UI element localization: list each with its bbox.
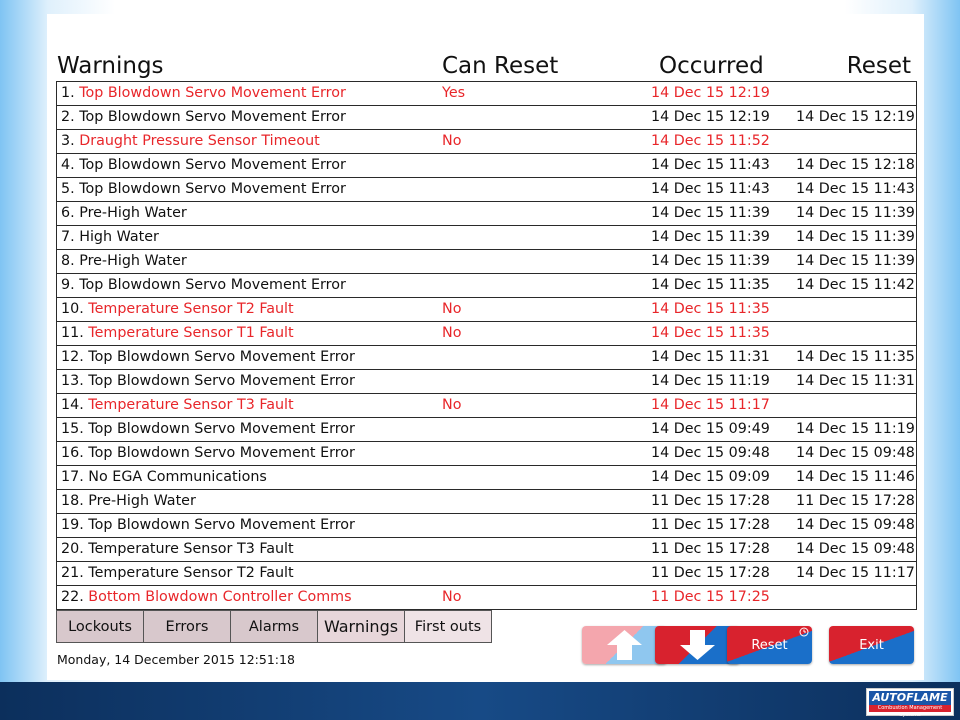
reset-cell: 14 Dec 15 11:43 [796,181,915,197]
occurred-cell: 14 Dec 15 11:52 [651,133,770,149]
occurred-cell: 14 Dec 15 11:19 [651,373,770,389]
warning-cell [61,274,346,297]
warning-name: Temperature Sensor T3 Fault [88,397,294,413]
row-number: 20. [61,541,84,557]
reset-cell: 14 Dec 15 12:19 [796,109,915,125]
warning-name: Top Blowdown Servo Movement Error [79,85,346,101]
row-number: 14. [61,397,84,413]
warning-name: Top Blowdown Servo Movement Error [79,181,346,197]
reset-cell: 14 Dec 15 11:42 [796,277,915,293]
row-number: 8. [61,253,75,269]
row-number: 21. [61,565,84,581]
warning-name: Top Blowdown Servo Movement Error [88,445,355,461]
table-row[interactable] [56,321,917,346]
warning-cell [61,418,355,441]
occurred-cell: 14 Dec 15 09:49 [651,421,770,437]
warning-name: Top Blowdown Servo Movement Error [79,157,346,173]
warning-cell [61,490,196,513]
row-number: 5. [61,181,75,197]
occurred-cell: 14 Dec 15 11:35 [651,325,770,341]
table-row[interactable] [56,417,917,442]
reset-button[interactable] [727,626,812,664]
exit-button-label: Exit [859,637,884,653]
warning-cell [61,202,187,225]
table-row[interactable] [56,105,917,130]
row-number: 11. [61,325,84,341]
can-reset-cell: Yes [442,85,466,101]
row-number: 15. [61,421,84,437]
warning-name: Temperature Sensor T2 Fault [88,565,294,581]
row-number: 3. [61,133,75,149]
reset-cell: 14 Dec 15 09:48 [796,445,915,461]
exit-button[interactable] [829,626,914,664]
warning-cell [61,298,294,321]
warning-cell [61,370,355,393]
header-warnings: Warnings [57,53,164,79]
logo-tagline: Combustion Management Systems [869,705,951,712]
table-row[interactable] [56,441,917,466]
can-reset-cell: No [442,133,462,149]
warning-cell [61,538,294,561]
can-reset-cell: No [442,589,462,605]
occurred-cell: 14 Dec 15 09:48 [651,445,770,461]
datetime-display: Monday, 14 December 2015 12:51:18 [57,652,295,667]
table-row[interactable] [56,297,917,322]
table-header [57,50,916,82]
reset-cell: 14 Dec 15 11:31 [796,373,915,389]
table-row[interactable] [56,273,917,298]
category-tabs [56,610,491,643]
occurred-cell: 14 Dec 15 09:09 [651,469,770,485]
warning-name: Draught Pressure Sensor Timeout [79,133,320,149]
reset-button-label: Reset [751,637,788,653]
occurred-cell: 14 Dec 15 12:19 [651,109,770,125]
warning-name: Pre-High Water [79,253,187,269]
reset-cell: 14 Dec 15 11:39 [796,205,915,221]
row-number: 17. [61,469,84,485]
warning-name: Temperature Sensor T3 Fault [88,541,294,557]
logo-name: AUTOFLAME [869,691,951,705]
table-row[interactable] [56,393,917,418]
row-number: 1. [61,85,75,101]
occurred-cell: 14 Dec 15 11:39 [651,205,770,221]
warning-name: No EGA Communications [88,469,267,485]
reset-cell: 14 Dec 15 11:17 [796,565,915,581]
warning-cell [61,130,320,153]
warning-cell [61,178,346,201]
tab-warnings[interactable]: Warnings [317,610,405,643]
warning-cell [61,82,346,105]
warning-cell [61,106,346,129]
warning-cell [61,514,355,537]
table-row[interactable] [56,537,917,562]
can-reset-cell: No [442,301,462,317]
warning-cell [61,322,294,345]
table-row[interactable] [56,369,917,394]
table-row[interactable] [56,177,917,202]
occurred-cell: 11 Dec 15 17:28 [651,493,770,509]
table-row[interactable] [56,561,917,586]
occurred-cell: 14 Dec 15 12:19 [651,85,770,101]
reset-cell: 14 Dec 15 11:46 [796,469,915,485]
reset-cell: 14 Dec 15 11:19 [796,421,915,437]
warning-name: Top Blowdown Servo Movement Error [88,421,355,437]
occurred-cell: 14 Dec 15 11:43 [651,181,770,197]
reset-cell: 14 Dec 15 09:48 [796,541,915,557]
occurred-cell: 14 Dec 15 11:17 [651,397,770,413]
reset-cell: 14 Dec 15 11:39 [796,253,915,269]
table-row[interactable] [56,201,917,226]
warning-cell [61,442,355,465]
occurred-cell: 14 Dec 15 11:39 [651,253,770,269]
warning-name: Top Blowdown Servo Movement Error [88,349,355,365]
table-row[interactable] [56,345,917,370]
autoflame-logo [866,688,954,716]
table-row[interactable] [56,513,917,538]
occurred-cell: 14 Dec 15 11:35 [651,301,770,317]
table-row[interactable] [56,129,917,154]
row-number: 6. [61,205,75,221]
row-number: 2. [61,109,75,125]
occurred-cell: 14 Dec 15 11:31 [651,349,770,365]
occurred-cell: 11 Dec 15 17:25 [651,589,770,605]
warning-cell [61,346,355,369]
warning-name: High Water [79,229,159,245]
occurred-cell: 11 Dec 15 17:28 [651,517,770,533]
reset-cell: 14 Dec 15 11:35 [796,349,915,365]
occurred-cell: 14 Dec 15 11:39 [651,229,770,245]
table-row[interactable] [56,225,917,250]
occurred-cell: 11 Dec 15 17:28 [651,541,770,557]
warning-name: Top Blowdown Servo Movement Error [88,517,355,533]
can-reset-cell: No [442,397,462,413]
row-number: 19. [61,517,84,533]
row-number: 7. [61,229,75,245]
reset-cell: 14 Dec 15 09:48 [796,517,915,533]
table-row[interactable] [56,489,917,514]
tab-first-outs[interactable]: First outs [404,610,492,643]
warning-cell [61,562,294,585]
warning-cell [61,586,352,609]
header-occurred: Occurred [659,53,764,79]
warnings-table [56,82,917,610]
warning-name: Top Blowdown Servo Movement Error [79,109,346,125]
header-reset: Reset [846,53,911,79]
warning-name: Top Blowdown Servo Movement Error [88,373,355,389]
occurred-cell: 11 Dec 15 17:28 [651,565,770,581]
tab-errors[interactable]: Errors [143,610,231,643]
footer-bar [0,682,960,720]
table-row[interactable] [56,81,917,106]
row-number: 22. [61,589,84,605]
warning-cell [61,250,187,273]
warning-cell [61,154,346,177]
row-number: 10. [61,301,84,317]
warning-cell [61,226,159,249]
warning-name: Temperature Sensor T2 Fault [88,301,294,317]
warning-name: Pre-High Water [88,493,196,509]
table-row[interactable] [56,585,917,610]
tab-alarms[interactable]: Alarms [230,610,318,643]
tab-lockouts[interactable]: Lockouts [56,610,144,643]
row-number: 18. [61,493,84,509]
header-can-reset: Can Reset [442,53,559,79]
row-number: 13. [61,373,84,389]
row-number: 16. [61,445,84,461]
can-reset-cell: No [442,325,462,341]
occurred-cell: 14 Dec 15 11:43 [651,157,770,173]
warning-cell [61,466,267,489]
table-row[interactable] [56,465,917,490]
warning-name: Top Blowdown Servo Movement Error [79,277,346,293]
warning-name: Bottom Blowdown Controller Comms [88,589,352,605]
table-row[interactable] [56,153,917,178]
occurred-cell: 14 Dec 15 11:35 [651,277,770,293]
table-row[interactable] [56,249,917,274]
row-number: 12. [61,349,84,365]
row-number: 4. [61,157,75,173]
warning-name: Pre-High Water [79,205,187,221]
reset-cell: 14 Dec 15 12:18 [796,157,915,173]
clock-icon [727,626,812,664]
row-number: 9. [61,277,75,293]
warning-name: Temperature Sensor T1 Fault [88,325,294,341]
warning-cell [61,394,294,417]
reset-cell: 11 Dec 15 17:28 [796,493,915,509]
reset-cell: 14 Dec 15 11:39 [796,229,915,245]
